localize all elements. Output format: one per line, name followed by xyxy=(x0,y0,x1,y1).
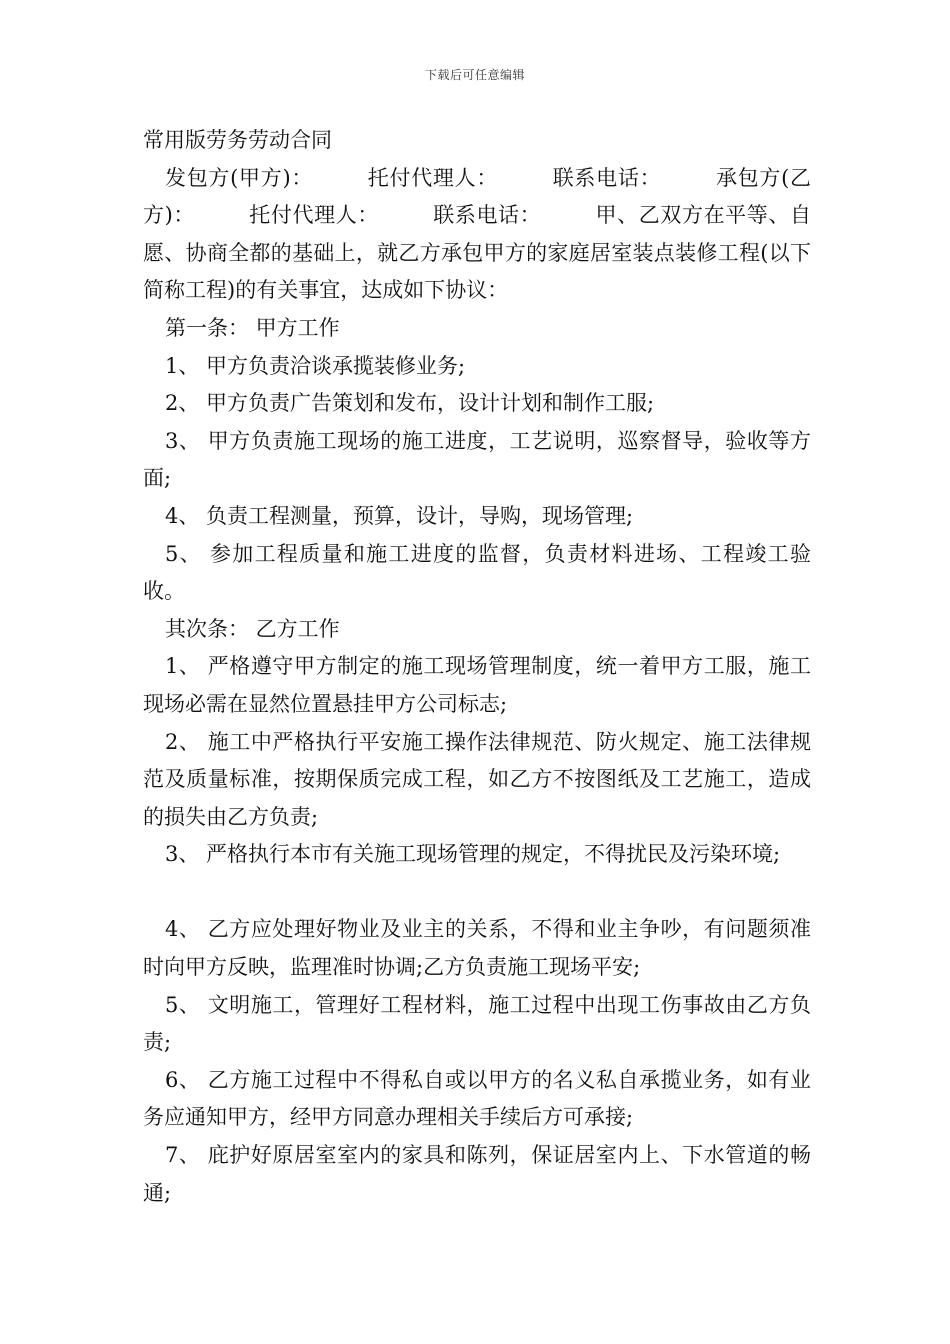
section2-item-5: 5、 文明施工，管理好工程材料，施工过程中出现工伤事故由乙方负责; xyxy=(143,992,811,1055)
section1-item-5: 5、 参加工程质量和施工进度的监督，负责材料进场、工程竣工验收。 xyxy=(143,541,811,604)
section2-item-1: 1、 严格遵守甲方制定的施工现场管理制度，统一着甲方工服，施工现场必需在显然位置悬挂甲方公司标志; xyxy=(143,654,811,716)
section1-item-3: 3、 甲方负责施工现场的施工进度，工艺说明，巡察督导，验收等方面; xyxy=(143,428,811,491)
section2-heading: 其次条： 乙方工作 xyxy=(165,616,340,641)
section1-item-1: 1、 甲方负责洽谈承揽装修业务; xyxy=(165,353,466,378)
section2-item-2: 2、 施工中严格执行平安施工操作法律规范、防火规定、施工法律规范及质量标准，按期保质完成工程，如乙方不按图纸及工艺施工，造成的损失由乙方负责; xyxy=(143,729,811,829)
section1-heading: 第一条： 甲方工作 xyxy=(165,315,340,340)
document-title: 常用版劳务劳动合同 xyxy=(143,128,332,152)
section1-item-2: 2、 甲方负责广告策划和发布，设计计划和制作工服; xyxy=(165,391,655,416)
document-body xyxy=(143,122,811,1212)
section2-item-6: 6、 乙方施工过程中不得私自或以甲方的名义私自承揽业务，如有业务应通知甲方，经甲方同意办理相关手续后方可承接; xyxy=(143,1067,811,1130)
intro-paragraph: 发包方(甲方)： 托付代理人： 联系电话： 承包方(乙方)： 托付代理人： 联系电话： 甲、乙双方在平等、自愿、协商全都的基础上，就乙方承包甲方的家庭居室装点装修工程(以下简称工程)的有关事宜，达成如下协议： xyxy=(143,165,811,303)
paragraph-spacer xyxy=(143,874,811,912)
section2-item-4: 4、 乙方应处理好物业及业主的关系，不得和业主争吵，有问题须准时向甲方反映，监理准时协调;乙方负责施工现场平安; xyxy=(143,917,811,980)
page-header: 下载后可任意编辑 xyxy=(424,68,525,82)
section1-item-4: 4、 负责工程测量，预算，设计，导购，现场管理; xyxy=(165,503,634,528)
section2-item-3: 3、 严格执行本市有关施工现场管理的规定，不得扰民及污染环境; xyxy=(165,842,781,867)
section2-item-7: 7、 庇护好原居室室内的家具和陈列，保证居室内上、下水管道的畅通; xyxy=(143,1143,811,1205)
